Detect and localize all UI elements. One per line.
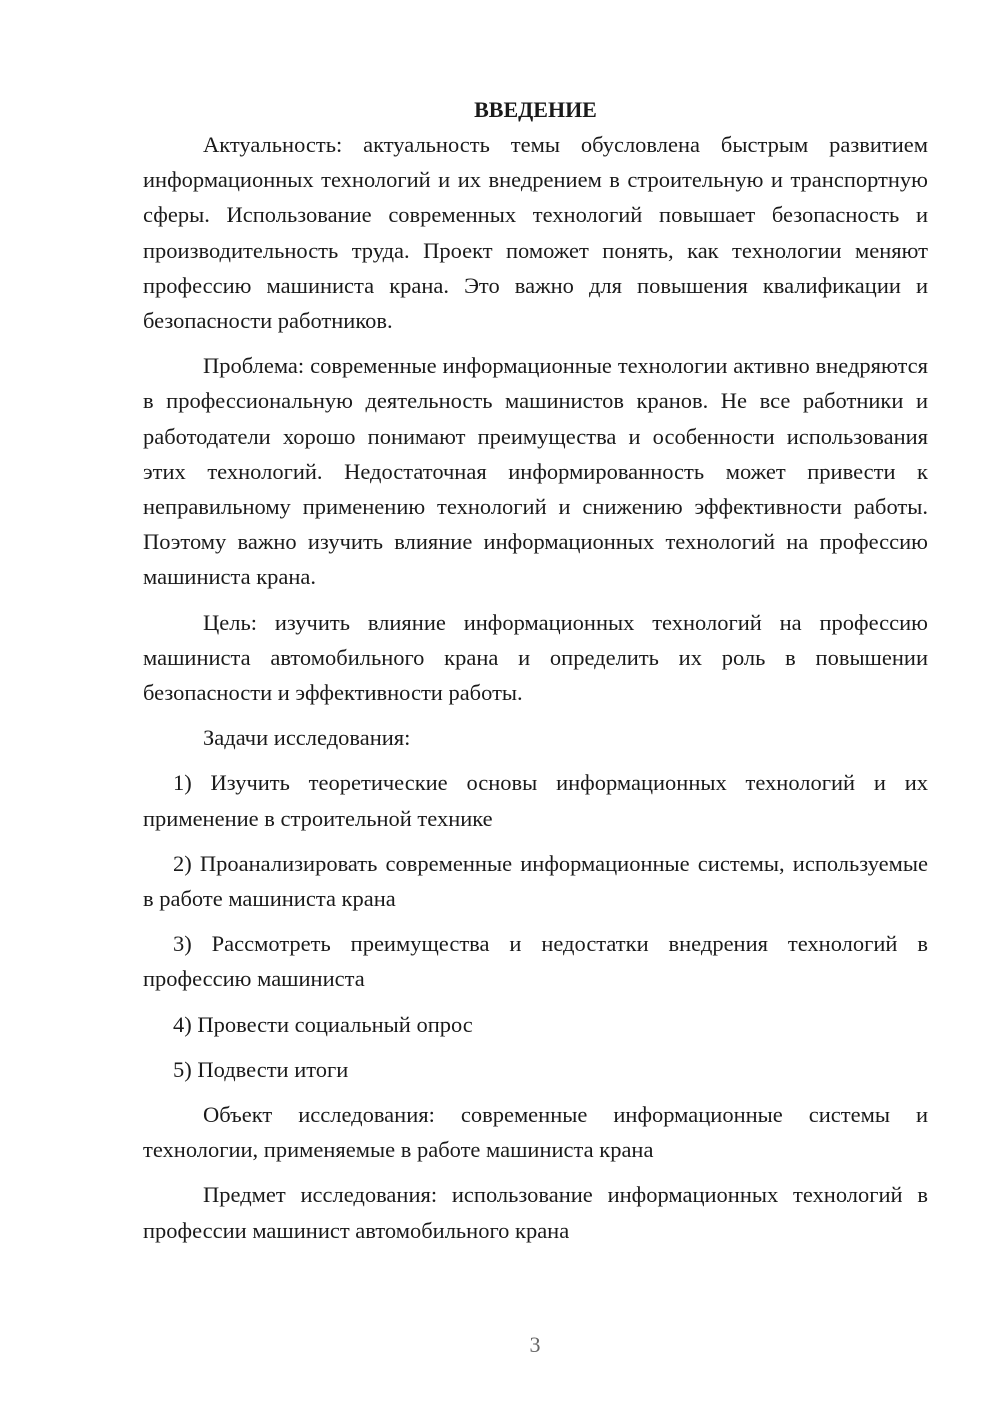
task-item-2: 2) Проанализировать современные информационные системы, используемые в работе машиниста крана [143,850,928,912]
object-paragraph: Объект исследования: современные информационные системы и технологии, применяемые в работе машиниста крана [143,1102,928,1163]
task-item-5: 5) Подвести итоги [173,1056,349,1082]
goal-paragraph: Цель: изучить влияние информационных технологий на профессию машиниста автомобильного крана и определить их роль в повышении безопасности и эффективности работы. [143,609,928,706]
task-item-3: 3) Рассмотреть преимущества и недостатки внедрения технологий в профессию машиниста [143,931,928,992]
problem-paragraph: Проблема: современные информационные технологии активно внедряются в профессиональную деятельность машинистов кранов. Не все работники и работодатели хорошо понимают преимущества и особенности использования этих технологий. Недостаточная информированность может привести к неправильному применению технологий и снижению эффективности работы. Поэтому важно изучить влияние информационных технологий на профессию машиниста крана. [143,353,928,590]
task-item-1: 1) Изучить теоретические основы информационных технологий и их применение в строительной технике [143,770,928,831]
relevance-paragraph: Актуальность: актуальность темы обусловлена быстрым развитием информационных технологий и их внедрением в строительную и транспортную сферы. Использование современных технологий повышает безопасность и производительность труда. Проект поможет понять, как технологии меняют профессию машиниста крана. Это важно для повышения квалификации и безопасности работников. [143,132,928,334]
tasks-heading: Задачи исследования: [203,725,411,751]
subject-paragraph: Предмет исследования: использование информационных технологий в профессии машинист автомобильного крана [143,1182,928,1243]
page-number: 3 [529,1332,541,1357]
page-content [143,92,928,1248]
task-item-4: 4) Провести социальный опрос [173,1011,473,1037]
page-title: ВВЕДЕНИЕ [474,97,597,122]
